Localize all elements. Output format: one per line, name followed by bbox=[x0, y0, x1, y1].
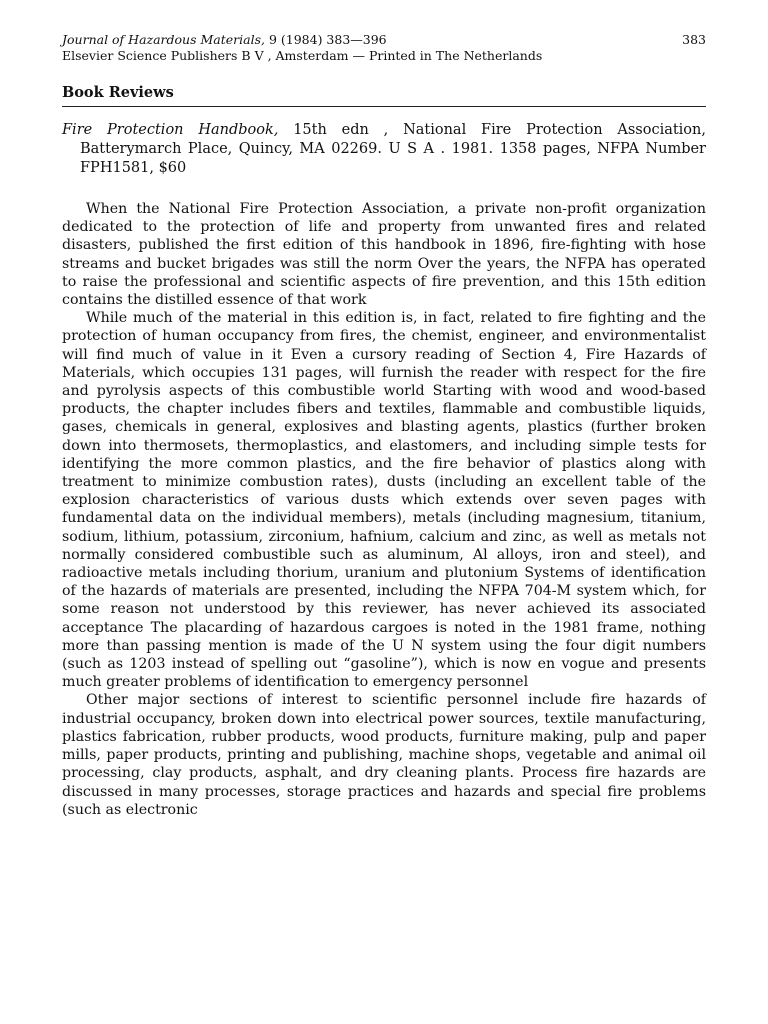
journal-citation bbox=[62, 32, 387, 48]
page-number: 383 bbox=[682, 32, 706, 47]
paragraph-2: While much of the material in this edition is, in fact, related to fire fighting and the protection of human occupancy from fires, the chemist, engineer, and environmentalist will find much of value in it Even a cursory reading of Section 4, Fire Hazards of Materials, which occupies 131 pages, will furnish the reader with respect for the fire and pyrolysis aspects of this combustible world Starting with wood and wood-based products, the chapter includes fibers and textiles, flammable and combustible liquids, gases, chemicals in general, explosives and blasting agents, plastics (further broken down into thermosets, thermoplastics, and elastomers, and including simple tests for identifying the more common plastics, and the fire behavior of plastics along with treatment to minimize combustion rates), dusts (including an excellent table of the explosion characteristics of various dusts which extends over seven pages with fundamental data on the individual members), metals (including magnesium, titanium, sodium, lithium, potassium, zirconium, hafnium, calcium and zinc, as well as metals not normally considered combustible such as aluminum, Al alloys, iron and steel), and radioactive metals including thorium, uranium and plutonium Systems of identification of the hazards of materials are presented, including the NFPA 704-M system which, for some reason not understood by this reviewer, has never achieved its associated acceptance The placarding of hazardous cargoes is noted in the 1981 frame, nothing more than passing mention is made of the U N system using the four digit numbers (such as 1203 instead of spelling out “gasoline”), which is now en vogue and presents much greater problems of identification to emergency personnel bbox=[62, 310, 706, 691]
paragraph-3: Other major sections of interest to scientific personnel include fire hazards of industrial occupancy, broken down into electrical power sources, textile manufacturing, plastics fabrication, rubber products, wood products, furniture making, pulp and paper mills, paper products, printing and publishing, machine shops, vegetable and animal oil processing, clay products, asphalt, and dry cleaning plants. Process fire hazards are discussed in many processes, storage practices and hazards and special fire problems (such as electronic bbox=[62, 692, 706, 818]
book-title: Fire Protection Handbook, bbox=[62, 122, 279, 138]
journal-volume: 9 (1984) 383—396 bbox=[264, 32, 387, 47]
running-header bbox=[62, 32, 706, 48]
book-citation bbox=[62, 121, 706, 178]
section-title: Book Reviews bbox=[62, 84, 706, 107]
publisher-line: Elsevier Science Publishers B V , Amsterdam — Printed in The Netherlands bbox=[62, 48, 543, 63]
paragraph-1: When the National Fire Protection Association, a private non-profit organization dedicated to the protection of life and property from unwanted fires and related disasters, published the first edition of this handbook in 1896, fire-fighting with hose streams and bucket brigades was still the norm Over the years, the NFPA has operated to raise the professional and scientific aspects of fire prevention, and this 15th edition contains the distilled essence of that work bbox=[62, 201, 706, 309]
book-details: 15th edn , National Fire Protection Association, Batterymarch Place, Quincy, MA 02269. U S A . 1981. 1358 pages, NFPA Number FPH1581, $60 bbox=[80, 122, 706, 176]
review-body bbox=[62, 200, 706, 819]
journal-page bbox=[62, 32, 706, 819]
journal-name: Journal of Hazardous Materials, bbox=[62, 32, 265, 47]
